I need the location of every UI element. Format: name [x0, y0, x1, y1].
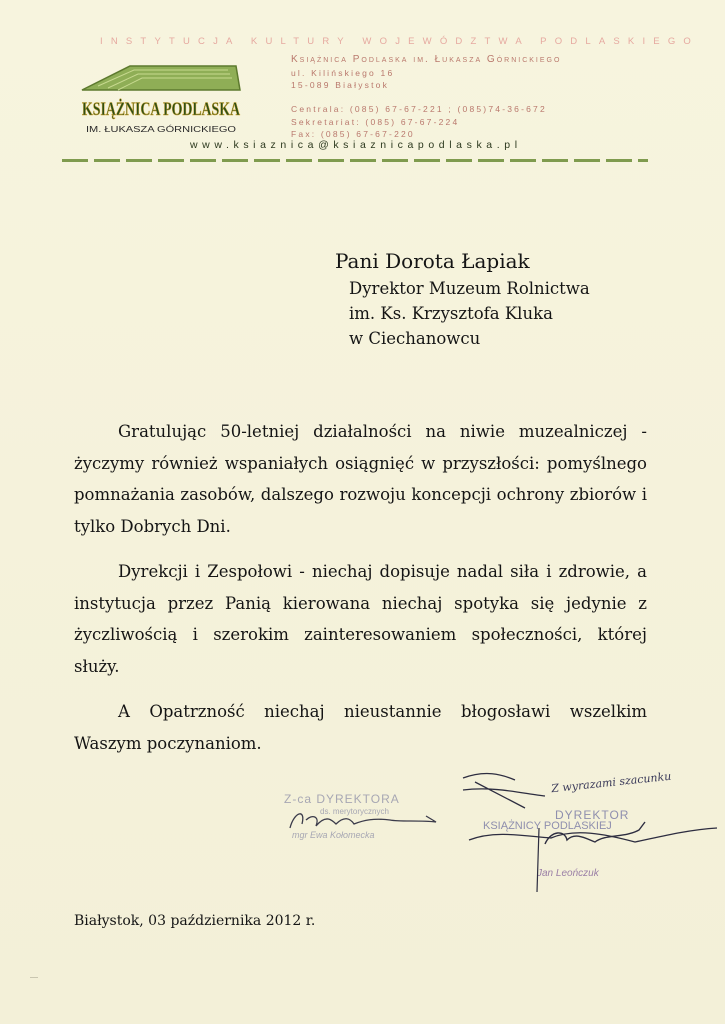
deputy-stamp-title: Z-ca DYREKTORA: [284, 792, 400, 806]
library-logo: [78, 62, 246, 138]
deputy-stamp-name: mgr Ewa Kołomecka: [292, 830, 375, 840]
fold-mark: [30, 977, 38, 978]
letter-body: [74, 416, 647, 773]
logo-text: KSIĄŻNICA PODLASKA: [82, 99, 241, 120]
paragraph-2: Dyrekcji i Zespołowi - niechaj dopisuje nadal siła i zdrowie, a instytucja przez Panią kierowana niechaj spotyka się jedynie z życzliwością i szerokim zainteresowaniem społeczności, której służy.: [74, 562, 647, 676]
director-stamp: [455, 768, 725, 898]
director-signature: [455, 768, 725, 898]
address-block: [291, 54, 561, 92]
website[interactable]: www.ksiaznica@ksiaznicapodlaska.pl: [190, 139, 522, 151]
contacts-block: [291, 103, 547, 141]
street: ul. Kilińskiego 16: [291, 67, 395, 78]
addressee-city: w Ciechanowcu: [349, 329, 481, 348]
paragraph-1: Gratulując 50-letniej działalności na niwie muzealniczej - życzymy również wspaniałych osiągnięć w przyszłości: pomyślnego pomnażania zasobów, dalszego rozwoju koncepcji ochrony zbiorów i tylko Dobrych Dni.: [74, 422, 647, 536]
deputy-signature: [280, 790, 440, 850]
secretariat-phone: Sekretariat: (085) 67-67-224: [291, 116, 460, 127]
deputy-stamp-sub: ds. merytorycznych: [320, 807, 389, 816]
director-handwritten: Z wyrazami szacunku: [550, 769, 672, 796]
paragraph-3: A Opatrzność niechaj nieustannie błogosławi wszelkim Waszym poczynaniom.: [74, 702, 647, 753]
addressee-block: [335, 246, 590, 351]
postcode-city: 15-089 Białystok: [291, 80, 390, 90]
director-stamp-title: DYREKTOR: [555, 808, 630, 822]
addressee-title: Dyrektor Muzeum Rolnictwa: [349, 279, 590, 298]
addressee-name: Pani Dorota Łapiak: [335, 249, 530, 273]
letterhead-divider: [62, 159, 648, 162]
org-name: Książnica Podlaska im. Łukasza Górnickiego: [291, 54, 562, 65]
fax: Fax: (085) 67-67-220: [291, 129, 415, 139]
deputy-director-stamp: [280, 790, 440, 850]
addressee-institution: im. Ks. Krzysztofa Kluka: [349, 304, 553, 323]
central-phone: Centrala: (085) 67-67-221 ; (085)74-36-672: [291, 104, 547, 114]
letter-date: Białystok, 03 października 2012 r.: [74, 913, 316, 929]
logo-subtext: IM. ŁUKASZA GÓRNICKIEGO: [86, 125, 236, 134]
institution-line: INSTYTUCJA KULTURY WOJEWÓDZTWA PODLASKIEGO: [100, 36, 699, 47]
director-stamp-org: KSIĄŻNICY PODLASKIEJ: [483, 820, 612, 832]
director-stamp-name: Jan Leończuk: [537, 868, 599, 879]
